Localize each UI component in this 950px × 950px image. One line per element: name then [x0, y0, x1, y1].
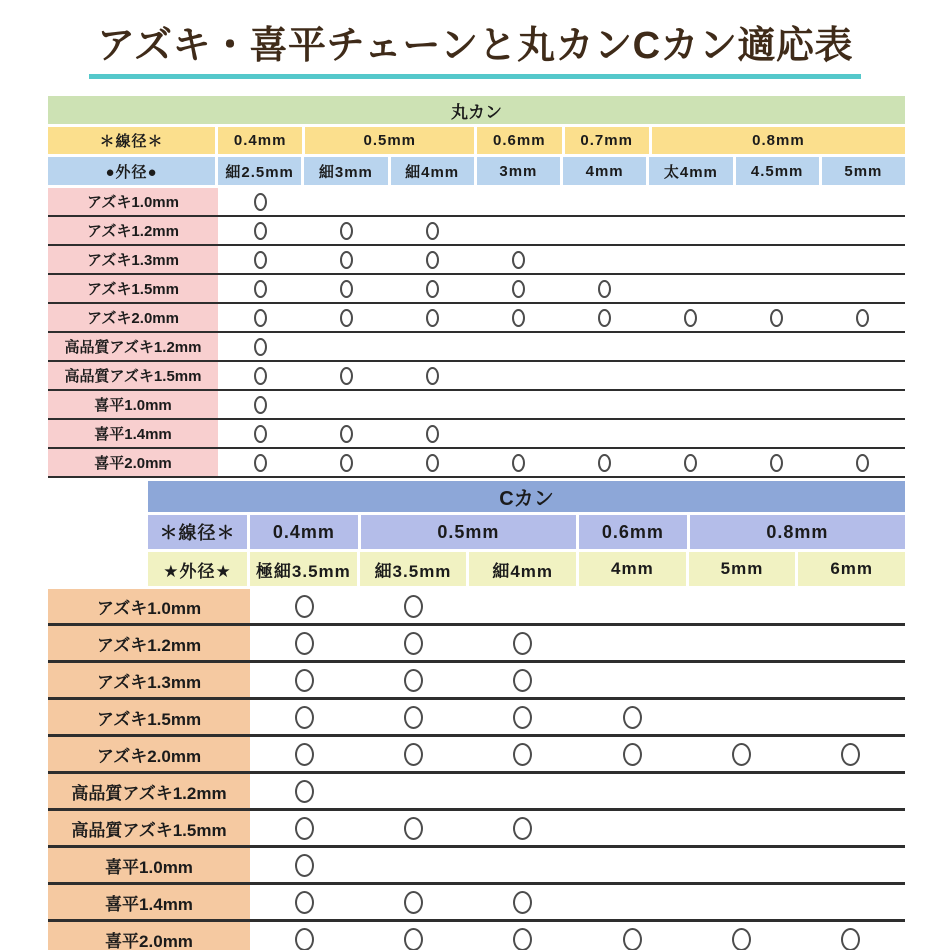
ckan-wire-group: 0.4mm: [250, 515, 361, 552]
marukan-compat-cell: [476, 449, 562, 476]
marukan-outer-column: 太4mm: [649, 157, 735, 188]
marukan-compat-cell: [733, 391, 819, 418]
ckan-outer-column: 細4mm: [469, 552, 579, 589]
compat-circle-icon: [254, 280, 267, 298]
marukan-outer-column: 3mm: [477, 157, 563, 188]
compat-circle-icon: [295, 743, 314, 766]
ckan-table-row: [48, 737, 905, 774]
compat-circle-icon: [684, 309, 697, 327]
marukan-compat-cell: [304, 362, 390, 389]
marukan-outer-column: 細3mm: [304, 157, 390, 188]
ckan-compat-cell: [468, 737, 577, 771]
marukan-compat-cell: [733, 188, 819, 215]
marukan-compat-cell: [647, 449, 733, 476]
ckan-row-label: アズキ1.0mm: [48, 589, 250, 623]
compat-circle-icon: [426, 222, 439, 240]
ckan-compat-cell: [796, 885, 905, 919]
marukan-compat-cell: [647, 188, 733, 215]
compat-circle-icon: [295, 595, 314, 618]
ckan-compat-cell: [359, 626, 468, 660]
compat-circle-icon: [254, 425, 267, 443]
ckan-compat-cell: [468, 626, 577, 660]
marukan-compat-cell: [390, 275, 476, 302]
compat-circle-icon: [513, 632, 532, 655]
marukan-compat-cell: [733, 275, 819, 302]
marukan-compat-cell: [390, 217, 476, 244]
ckan-compat-cell: [578, 848, 687, 882]
ckan-compat-cell: [687, 774, 796, 808]
ckan-compat-cell: [250, 885, 359, 919]
ckan-compat-cell: [687, 589, 796, 623]
marukan-compat-cell: [476, 391, 562, 418]
title-wrap: [0, 14, 950, 79]
ckan-compat-cell: [250, 626, 359, 660]
ckan-wire-group: 0.8mm: [690, 515, 905, 552]
ckan-compat-cell: [578, 700, 687, 734]
ckan-compat-cell: [250, 737, 359, 771]
compat-circle-icon: [254, 222, 267, 240]
ckan-wire-group: 0.6mm: [579, 515, 690, 552]
ckan-compat-cell: [796, 922, 905, 950]
marukan-table-row: [48, 188, 905, 217]
ckan-wire-group: 0.5mm: [361, 515, 579, 552]
ckan-table-row: [48, 774, 905, 811]
ckan-table-row: [48, 663, 905, 700]
compat-circle-icon: [770, 309, 783, 327]
compat-circle-icon: [623, 706, 642, 729]
compat-circle-icon: [404, 928, 423, 950]
ckan-outer-column: 4mm: [579, 552, 689, 589]
marukan-compat-cell: [562, 449, 648, 476]
marukan-compat-cell: [562, 275, 648, 302]
ckan-compat-cell: [468, 700, 577, 734]
marukan-compat-cell: [647, 333, 733, 360]
marukan-compat-cell: [390, 449, 476, 476]
ckan-table-row: [48, 922, 905, 950]
compat-circle-icon: [295, 706, 314, 729]
ckan-table-row: [48, 885, 905, 922]
marukan-body: [48, 188, 905, 478]
ckan-compat-cell: [359, 589, 468, 623]
compat-circle-icon: [426, 309, 439, 327]
marukan-compat-cell: [218, 246, 304, 273]
compat-circle-icon: [598, 454, 611, 472]
marukan-compat-cell: [476, 188, 562, 215]
compat-circle-icon: [856, 454, 869, 472]
compat-circle-icon: [404, 743, 423, 766]
compat-circle-icon: [295, 928, 314, 950]
marukan-compat-cell: [562, 333, 648, 360]
marukan-compat-cell: [819, 304, 905, 331]
ckan-row-label: アズキ2.0mm: [48, 737, 250, 771]
ckan-compat-cell: [687, 663, 796, 697]
marukan-row-label: アズキ1.5mm: [48, 275, 218, 302]
marukan-compat-cell: [476, 362, 562, 389]
marukan-compat-cell: [390, 333, 476, 360]
compat-circle-icon: [340, 454, 353, 472]
marukan-row-label: 喜平1.0mm: [48, 391, 218, 418]
marukan-outer-diameter-label: ●外径●: [48, 157, 218, 188]
compat-circle-icon: [732, 928, 751, 950]
marukan-compat-cell: [304, 449, 390, 476]
marukan-compat-cell: [647, 362, 733, 389]
marukan-outer-column: 5mm: [822, 157, 905, 188]
ckan-compat-cell: [687, 811, 796, 845]
ckan-table-row: [48, 811, 905, 848]
marukan-table-title: 丸カン: [48, 96, 905, 127]
ckan-compat-cell: [468, 885, 577, 919]
ckan-compat-cell: [250, 700, 359, 734]
ckan-compat-cell: [359, 811, 468, 845]
marukan-outer-row: [48, 157, 905, 188]
compat-circle-icon: [841, 743, 860, 766]
marukan-outer-column: 細2.5mm: [218, 157, 304, 188]
marukan-compat-cell: [218, 391, 304, 418]
ckan-compat-cell: [578, 774, 687, 808]
marukan-compat-cell: [733, 217, 819, 244]
compat-circle-icon: [426, 454, 439, 472]
compat-circle-icon: [404, 595, 423, 618]
marukan-table-row: [48, 362, 905, 391]
ckan-compat-cell: [578, 626, 687, 660]
ckan-compat-cell: [468, 589, 577, 623]
marukan-compat-cell: [390, 246, 476, 273]
marukan-compat-cell: [218, 333, 304, 360]
page-title: アズキ・喜平チェーンと丸カンCカン適応表: [89, 14, 861, 79]
marukan-compat-cell: [562, 304, 648, 331]
ckan-compat-cell: [796, 737, 905, 771]
ckan-compat-cell: [796, 663, 905, 697]
ckan-compat-cell: [687, 737, 796, 771]
marukan-row-label: 喜平2.0mm: [48, 449, 218, 476]
ckan-compat-cell: [359, 663, 468, 697]
marukan-row-label: アズキ1.3mm: [48, 246, 218, 273]
marukan-compat-cell: [733, 449, 819, 476]
ckan-row-label: 喜平1.0mm: [48, 848, 250, 882]
marukan-table-row: [48, 420, 905, 449]
marukan-table-row: [48, 304, 905, 333]
marukan-table-row: [48, 246, 905, 275]
marukan-outer-column: 4mm: [563, 157, 649, 188]
compat-circle-icon: [295, 669, 314, 692]
ckan-row-label: 喜平2.0mm: [48, 922, 250, 950]
ckan-compat-cell: [578, 811, 687, 845]
marukan-compat-cell: [819, 275, 905, 302]
marukan-compat-cell: [733, 246, 819, 273]
marukan-wire-group: 0.4mm: [218, 127, 305, 157]
compat-circle-icon: [404, 817, 423, 840]
compat-circle-icon: [254, 396, 267, 414]
ckan-table-header: [148, 481, 905, 589]
marukan-compat-cell: [476, 217, 562, 244]
ckan-outer-row: [148, 552, 905, 589]
marukan-compat-cell: [733, 333, 819, 360]
marukan-table-row: [48, 275, 905, 304]
marukan-compat-cell: [218, 449, 304, 476]
compat-circle-icon: [295, 854, 314, 877]
compat-circle-icon: [513, 706, 532, 729]
marukan-table-row: [48, 391, 905, 420]
compat-circle-icon: [770, 454, 783, 472]
marukan-compat-cell: [304, 246, 390, 273]
ckan-table-row: [48, 626, 905, 663]
ckan-compat-cell: [687, 626, 796, 660]
marukan-wire-row: [48, 127, 905, 157]
marukan-compat-cell: [390, 420, 476, 447]
ckan-table-row: [48, 589, 905, 626]
compat-circle-icon: [340, 280, 353, 298]
marukan-table-row: [48, 449, 905, 478]
marukan-wire-group: 0.7mm: [565, 127, 652, 157]
marukan-compat-cell: [562, 188, 648, 215]
ckan-compat-cell: [250, 848, 359, 882]
compat-circle-icon: [254, 251, 267, 269]
ckan-compat-cell: [687, 848, 796, 882]
ckan-compat-cell: [578, 885, 687, 919]
ckan-outer-column: 6mm: [798, 552, 905, 589]
ckan-table-title: Cカン: [148, 481, 905, 515]
marukan-compat-cell: [304, 420, 390, 447]
ckan-compat-cell: [687, 885, 796, 919]
marukan-row-label: 高品質アズキ1.5mm: [48, 362, 218, 389]
ckan-table-body: [48, 589, 905, 950]
compat-circle-icon: [841, 928, 860, 950]
marukan-compat-cell: [647, 246, 733, 273]
marukan-wire-group: 0.8mm: [652, 127, 905, 157]
ckan-compat-cell: [578, 737, 687, 771]
marukan-row-label: アズキ1.0mm: [48, 188, 218, 215]
marukan-compat-cell: [562, 246, 648, 273]
marukan-compat-cell: [647, 391, 733, 418]
ckan-compat-cell: [250, 774, 359, 808]
compat-circle-icon: [426, 251, 439, 269]
compat-circle-icon: [684, 454, 697, 472]
compat-circle-icon: [512, 251, 525, 269]
marukan-table-row: [48, 217, 905, 246]
ckan-wire-diameter-label: ＊線径＊: [148, 515, 250, 552]
ckan-compat-cell: [359, 922, 468, 950]
ckan-compat-cell: [578, 922, 687, 950]
compat-circle-icon: [254, 309, 267, 327]
marukan-compat-cell: [304, 217, 390, 244]
marukan-compat-cell: [562, 391, 648, 418]
marukan-compat-cell: [819, 333, 905, 360]
compat-circle-icon: [340, 367, 353, 385]
marukan-row-label: アズキ2.0mm: [48, 304, 218, 331]
marukan-compat-cell: [819, 362, 905, 389]
compat-circle-icon: [340, 222, 353, 240]
ckan-compat-cell: [578, 663, 687, 697]
ckan-outer-column: 5mm: [689, 552, 799, 589]
ckan-compat-cell: [250, 922, 359, 950]
compat-circle-icon: [512, 309, 525, 327]
marukan-table-row: [48, 333, 905, 362]
ckan-compat-cell: [250, 663, 359, 697]
marukan-compat-cell: [819, 449, 905, 476]
marukan-compat-cell: [304, 275, 390, 302]
compat-circle-icon: [404, 706, 423, 729]
ckan-outer-column: 細3.5mm: [360, 552, 470, 589]
ckan-table-row: [48, 848, 905, 885]
compat-circle-icon: [340, 425, 353, 443]
compat-circle-icon: [513, 928, 532, 950]
marukan-compat-cell: [819, 391, 905, 418]
ckan-outer-diameter-label: ★外径★: [148, 552, 250, 589]
ckan-compat-cell: [250, 589, 359, 623]
ckan-compat-cell: [359, 700, 468, 734]
compat-circle-icon: [295, 891, 314, 914]
marukan-compat-cell: [476, 333, 562, 360]
ckan-compat-cell: [796, 811, 905, 845]
ckan-compat-cell: [468, 774, 577, 808]
marukan-compat-cell: [647, 304, 733, 331]
ckan-row-label: 喜平1.4mm: [48, 885, 250, 919]
compat-circle-icon: [513, 669, 532, 692]
ckan-compat-cell: [796, 848, 905, 882]
compat-circle-icon: [404, 632, 423, 655]
ckan-compat-cell: [687, 700, 796, 734]
compat-circle-icon: [340, 251, 353, 269]
ckan-row-label: 高品質アズキ1.2mm: [48, 774, 250, 808]
marukan-outer-column: 細4mm: [391, 157, 477, 188]
ckan-compat-cell: [687, 922, 796, 950]
ckan-compat-cell: [250, 811, 359, 845]
marukan-compat-cell: [647, 275, 733, 302]
marukan-compat-cell: [218, 420, 304, 447]
marukan-compat-cell: [647, 420, 733, 447]
marukan-compat-cell: [218, 362, 304, 389]
compat-circle-icon: [426, 425, 439, 443]
marukan-compat-cell: [390, 188, 476, 215]
marukan-wire-group: 0.6mm: [477, 127, 564, 157]
ckan-compat-cell: [578, 589, 687, 623]
compat-circle-icon: [295, 632, 314, 655]
marukan-wire-diameter-label: ＊線径＊: [48, 127, 218, 157]
marukan-compat-cell: [562, 217, 648, 244]
marukan-row-label: 高品質アズキ1.2mm: [48, 333, 218, 360]
compat-circle-icon: [513, 743, 532, 766]
compat-circle-icon: [623, 743, 642, 766]
compat-circle-icon: [426, 367, 439, 385]
marukan-row-label: アズキ1.2mm: [48, 217, 218, 244]
marukan-outer-column: 4.5mm: [736, 157, 822, 188]
marukan-compat-cell: [390, 391, 476, 418]
compat-circle-icon: [623, 928, 642, 950]
ckan-compat-cell: [796, 626, 905, 660]
marukan-compat-cell: [476, 420, 562, 447]
ckan-compat-cell: [468, 848, 577, 882]
ckan-compat-cell: [468, 663, 577, 697]
marukan-compat-cell: [304, 391, 390, 418]
marukan-wire-group: 0.5mm: [305, 127, 477, 157]
marukan-compat-cell: [218, 275, 304, 302]
marukan-compat-cell: [218, 188, 304, 215]
marukan-compat-cell: [476, 246, 562, 273]
ckan-table-row: [48, 700, 905, 737]
marukan-compat-cell: [819, 217, 905, 244]
compat-circle-icon: [512, 454, 525, 472]
marukan-compat-cell: [390, 304, 476, 331]
ckan-outer-column: 極細3.5mm: [250, 552, 360, 589]
compat-circle-icon: [404, 891, 423, 914]
marukan-compat-cell: [218, 217, 304, 244]
ckan-compat-cell: [796, 774, 905, 808]
marukan-table: [48, 96, 905, 478]
ckan-row-label: アズキ1.3mm: [48, 663, 250, 697]
marukan-compat-cell: [476, 304, 562, 331]
ckan-compat-cell: [468, 922, 577, 950]
compat-circle-icon: [254, 193, 267, 211]
compat-circle-icon: [598, 309, 611, 327]
marukan-compat-cell: [562, 362, 648, 389]
marukan-row-label: 喜平1.4mm: [48, 420, 218, 447]
ckan-wire-row: [148, 515, 905, 552]
marukan-compat-cell: [476, 275, 562, 302]
compat-circle-icon: [295, 817, 314, 840]
marukan-compat-cell: [562, 420, 648, 447]
marukan-compat-cell: [819, 188, 905, 215]
compat-circle-icon: [254, 454, 267, 472]
compat-circle-icon: [513, 817, 532, 840]
compat-circle-icon: [254, 338, 267, 356]
marukan-compat-cell: [819, 420, 905, 447]
marukan-compat-cell: [733, 420, 819, 447]
ckan-compat-cell: [359, 774, 468, 808]
ckan-compat-cell: [359, 737, 468, 771]
marukan-compat-cell: [218, 304, 304, 331]
compat-circle-icon: [404, 669, 423, 692]
ckan-compat-cell: [468, 811, 577, 845]
compat-circle-icon: [598, 280, 611, 298]
marukan-compat-cell: [390, 362, 476, 389]
ckan-compat-cell: [359, 848, 468, 882]
ckan-row-label: アズキ1.2mm: [48, 626, 250, 660]
marukan-compat-cell: [304, 188, 390, 215]
compat-circle-icon: [426, 280, 439, 298]
ckan-compat-cell: [359, 885, 468, 919]
ckan-compat-cell: [796, 700, 905, 734]
ckan-row-label: 高品質アズキ1.5mm: [48, 811, 250, 845]
marukan-compat-cell: [733, 304, 819, 331]
marukan-compat-cell: [733, 362, 819, 389]
compat-circle-icon: [340, 309, 353, 327]
compat-circle-icon: [856, 309, 869, 327]
compat-circle-icon: [512, 280, 525, 298]
marukan-compat-cell: [819, 246, 905, 273]
compat-circle-icon: [295, 780, 314, 803]
compat-circle-icon: [513, 891, 532, 914]
marukan-compat-cell: [304, 304, 390, 331]
compat-circle-icon: [254, 367, 267, 385]
ckan-compat-cell: [796, 589, 905, 623]
marukan-compat-cell: [647, 217, 733, 244]
compat-circle-icon: [732, 743, 751, 766]
ckan-row-label: アズキ1.5mm: [48, 700, 250, 734]
marukan-compat-cell: [304, 333, 390, 360]
